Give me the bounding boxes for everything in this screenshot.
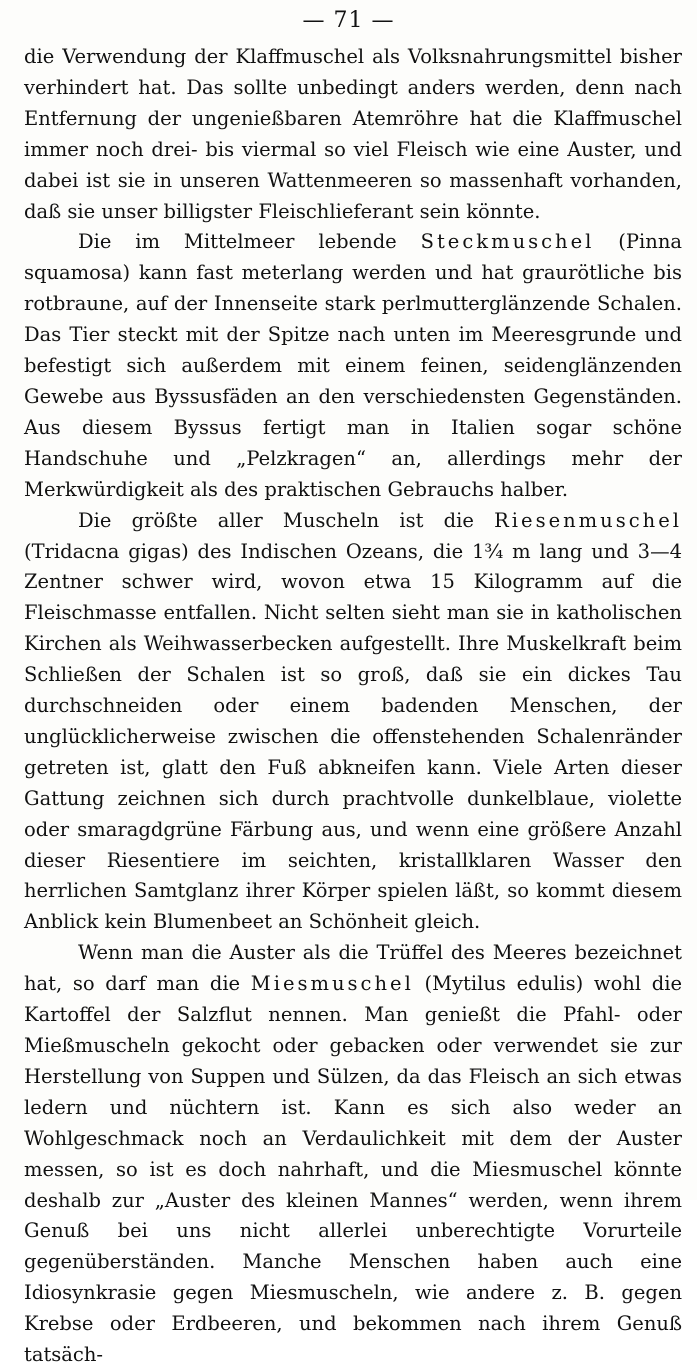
paragraph-klaffmuschel: [24, 42, 682, 227]
spaced-term-riesenmuschel: Riesenmuschel: [494, 508, 682, 532]
paragraph-text: Wenn man die Auster als die Trüffel des Meeres bezeichnet hat, so darf man die: [24, 941, 682, 996]
paragraph-steckmuschel: [24, 227, 682, 505]
paragraph-text: Die im Mittelmeer lebende: [78, 230, 421, 254]
body-text: [24, 42, 682, 1371]
page-number: — 71 —: [302, 8, 395, 33]
paragraph-text: (Tridacna gigas) des Indischen Ozeans, die 1¾ m lang und 3—4 Zentner schwer wird, wovon etwa 15 Kilogramm auf die Fleischmasse entfallen. Nicht selten sieht man sie in katholischen Kirchen als Weihwasserbecken aufgestellt. Ihre Muskelkraft beim Schließen der Schalen ist so groß, daß sie ein dickes Tau durchschneiden oder einem badenden Menschen, der unglücklicherweise zwischen die offenstehenden Schalenränder getreten ist, glatt den Fuß abkneifen kann. Viele Arten dieser Gattung zeichnen sich durch prachtvolle dunkelblaue, violette oder smaragdgrüne Färbung aus, und wenn eine größere Anzahl dieser Riesentiere im seichten, kristallklaren Wasser den herrlichen Samtglanz ihrer Körper spielen läßt, so kommt diesem Anblick kein Blumenbeet an Schönheit gleich.: [24, 539, 682, 934]
spaced-term-miesmuschel: Miesmuschel: [250, 972, 414, 996]
paragraph-text: (Mytilus edulis) wohl die Kartoffel der Salzflut nennen. Man genießt die Pfahl- oder Mießmuscheln gekocht oder gebacken oder verwendet sie zur Herstellung von Suppen und Sülzen, da das Fleisch an sich etwas ledern und nüchtern ist. Kann es sich also weder an Wohlgeschmack noch an Verdaulichkeit mit dem der Auster messen, so ist es doch nahrhaft, und die Miesmuschel könnte deshalb zur „Auster des kleinen Mannes“ werden, wenn ihrem Genuß bei uns nicht allerlei unberechtigte Vorurteile gegenüberständen. Manche Menschen haben auch eine Idiosynkrasie gegen Miesmuscheln, wie andere z. B. gegen Krebse oder Erdbeeren, und bekommen nach ihrem Genuß tatsäch-: [24, 972, 683, 1367]
paragraph-riesenmuschel: [24, 506, 682, 939]
spaced-term-steckmuschel: Steckmuschel: [420, 230, 595, 254]
paragraph-miesmuschel: [24, 938, 682, 1371]
paragraph-text: (Pinna squamosa) kann fast meterlang werden und hat graurötliche bis rotbraune, auf der Innenseite stark perlmutterglänzende Schalen. Das Tier steckt mit der Spitze nach unten im Meeresgrunde und befestigt sich außerdem mit einem feinen, seidenglänzenden Gewebe aus Byssusfäden an den verschiedensten Gegenständen. Aus diesem Byssus fertigt man in Italien sogar schöne Handschuhe und „Pelzkragen“ an, allerdings mehr der Merkwürdigkeit als des praktischen Gebrauchs halber.: [24, 230, 682, 501]
paragraph-text: die Verwendung der Klaffmuschel als Volksnahrungsmittel bisher verhindert hat. Das sollte unbedingt anders werden, denn nach Entfernung der ungenießbaren Atemröhre hat die Klaffmuschel immer noch drei- bis viermal so viel Fleisch wie eine Auster, und dabei ist sie in unseren Wattenmeeren so massenhaft vorhanden, daß sie unser billigster Fleischlieferant sein könnte.: [24, 45, 682, 223]
paragraph-text: Die größte aller Muscheln ist die: [78, 508, 495, 532]
